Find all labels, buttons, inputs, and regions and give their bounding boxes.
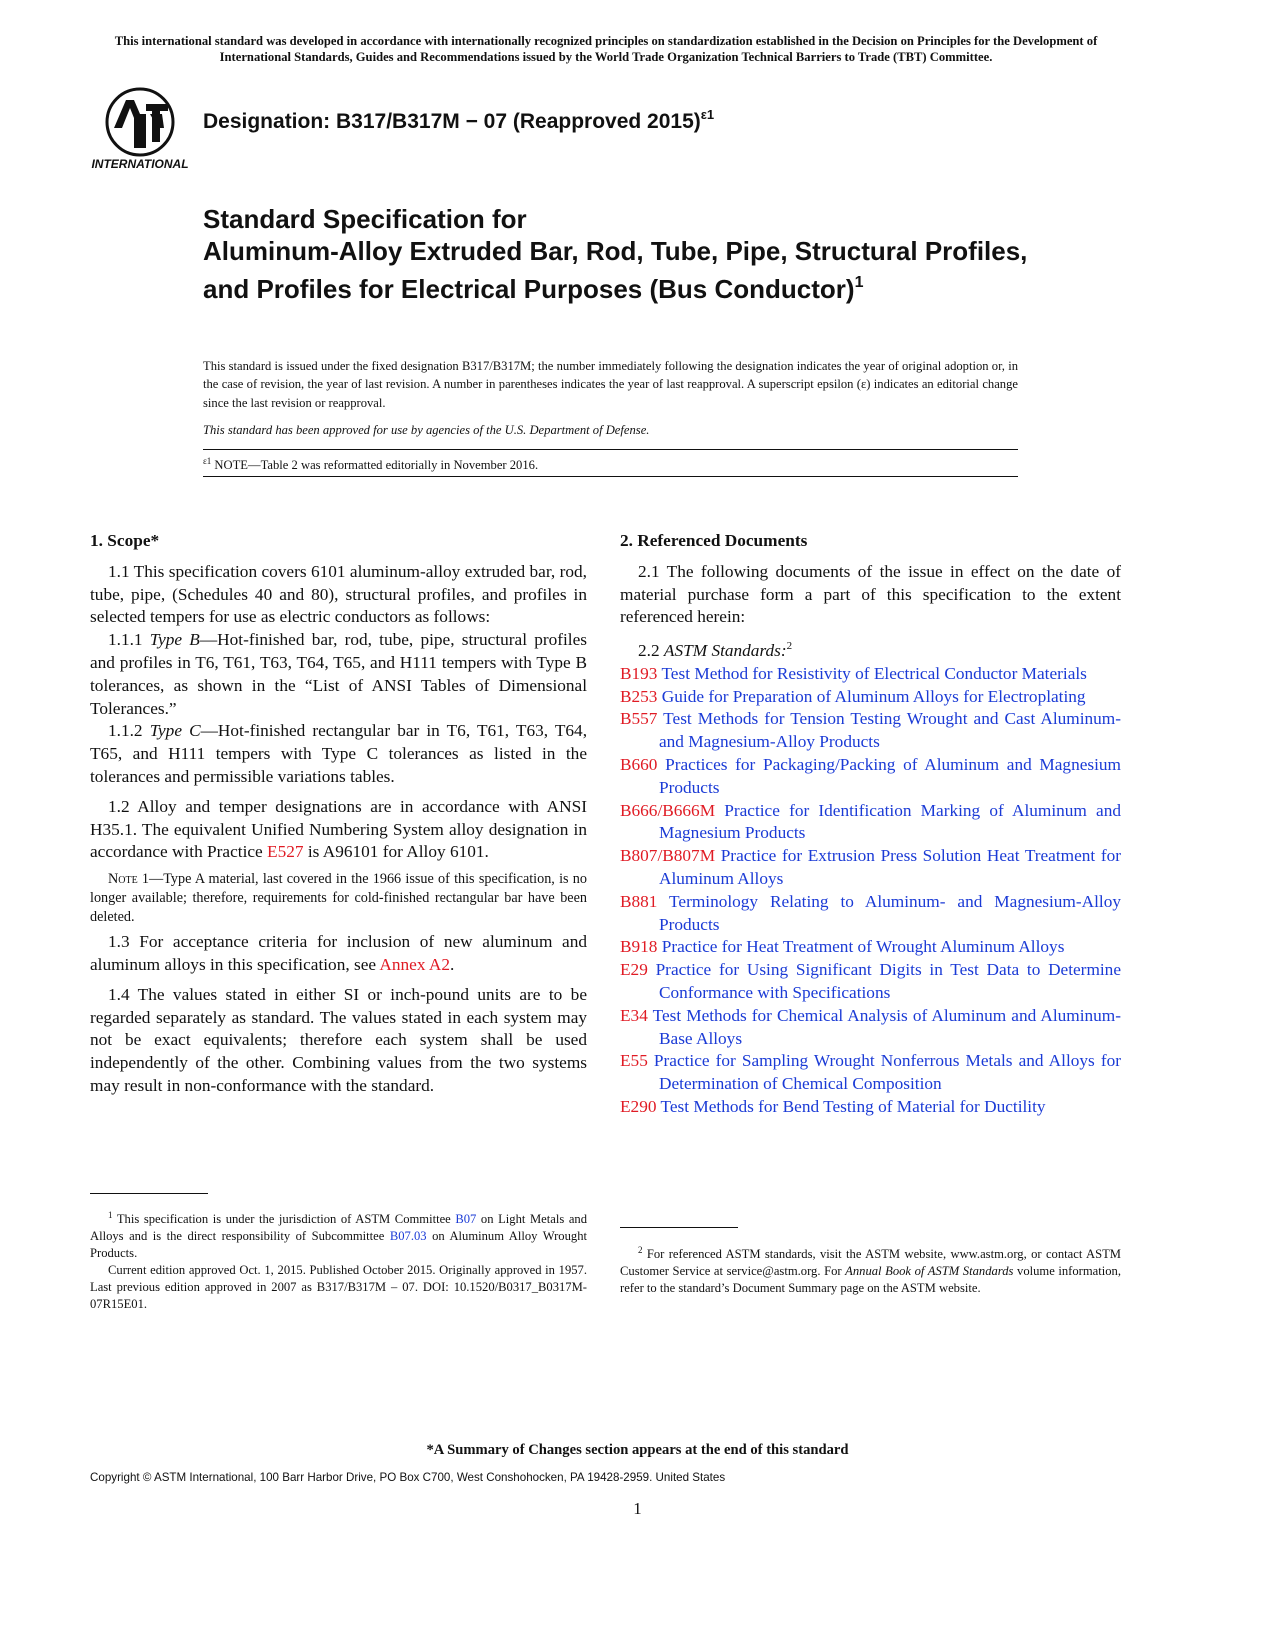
reference-code-link[interactable]: E290	[620, 1096, 657, 1116]
footnote-text: volume information, refer to the standard’s Document Summary page on the ASTM website.	[620, 1264, 1121, 1296]
paragraph-1-4: 1.4 The values stated in either SI or inch-pound units are to be regarded separately as standard. The values stated in each system may not be exact equivalents; therefore each system shall be used independently of the other. Combining values from the two systems may result in non-conformance with the standard.	[90, 984, 587, 1095]
reference-code-link[interactable]: B666/B666M	[620, 800, 716, 820]
footnote-mark: 1	[108, 1210, 113, 1220]
astm-standards-label: ASTM Standards:	[663, 640, 787, 660]
reference-title-link[interactable]: Test Methods for Bend Testing of Material for Ductility	[656, 1096, 1046, 1116]
reference-item	[620, 1005, 1121, 1051]
reference-code-link[interactable]: B918	[620, 937, 658, 957]
type-label: Type C	[149, 721, 201, 741]
footnote-divider	[90, 1193, 208, 1194]
wto-notice: This international standard was developed in accordance with internationally recognized principles on standardization established in the Decision on Principles for the Development of International Standards, Guides and Recommendations issued by the World Trade Organization Technical Barriers to Trade (TBT) Committee.	[114, 34, 1098, 64]
reference-item	[620, 1096, 1121, 1119]
issuance-statement: This standard is issued under the fixed designation B317/B317M; the number immediately following the designation indicates the year of original adoption or, in the case of revision, the year of last revision. A number in parentheses indicates the year of last reapproval. A superscript epsilon (ε) indicates an editorial change since the last revision or reapproval.	[203, 359, 1018, 410]
paragraph-text: is A96101 for Alloy 6101.	[303, 842, 489, 862]
editorial-note	[203, 456, 1018, 473]
note-text: 1—Type A material, last covered in the 1966 issue of this specification, is no longer available; therefore, requirements for cold-finished rectangular bar have been deleted.	[90, 871, 587, 926]
footnote-1-text	[90, 1207, 587, 1262]
title-main	[203, 236, 1033, 306]
reference-item	[620, 1050, 1121, 1096]
paragraph-number: 1.1.2	[108, 721, 150, 741]
reference-code-link[interactable]: E34	[620, 1005, 648, 1025]
reference-title-link[interactable]: Practice for Using Significant Digits in Test Data to Determine Conformance with Specifications	[647, 960, 1121, 1002]
designation-text: Designation: B317/B317M − 07 (Reapproved 2015)	[203, 110, 701, 133]
scope-section	[90, 530, 587, 1098]
reference-item	[620, 708, 1121, 754]
paragraph-2-2	[620, 635, 1121, 663]
referenced-heading: 2. Referenced Documents	[620, 531, 808, 550]
footnote-text: For referenced ASTM standards, visit the ASTM website, www.astm.org, or contact ASTM Customer Service at service@astm.org. For	[620, 1247, 1121, 1279]
document-title	[203, 204, 1033, 306]
paragraph-1-2	[90, 796, 587, 864]
referenced-documents-section	[620, 530, 1121, 1119]
note-1	[90, 870, 587, 927]
reference-title-link[interactable]: Practice for Identification Marking of Aluminum and Magnesium Products	[659, 800, 1121, 843]
footnote-mark: 2	[638, 1245, 643, 1255]
reference-item	[620, 959, 1121, 1005]
scope-heading: 1. Scope*	[90, 531, 160, 550]
footnote-text: This specification is under the jurisdiction of ASTM Committee	[112, 1212, 456, 1227]
reference-list	[620, 663, 1121, 1119]
designation	[203, 107, 714, 134]
editorial-mark: ε1	[203, 456, 212, 466]
reference-item	[620, 845, 1121, 891]
paragraph-text: —Hot-finished rectangular bar in T6, T61, T63, T64, T65, and H111 tempers with Type C tolerances as listed in the tolerances and permissible variations tables.	[90, 721, 588, 786]
reference-item	[620, 891, 1121, 937]
logo-text: INTERNATIONAL	[91, 157, 189, 171]
reference-item	[620, 663, 1121, 686]
paragraph-text: —Hot-finished bar, rod, tube, pipe, structural profiles and profiles in T6, T61, T63, T64, T65, and H111 tempers with Type B tolerances, as shown in the “List of ANSI Tables of Dimensional Tolerances.”	[90, 630, 587, 718]
paragraph-text: 1.2 Alloy and temper designations are in accordance with ANSI H35.1. The equivalent Unified Numbering System alloy designation in accordance with Practice	[90, 796, 587, 862]
title-line1: Standard Specification for	[203, 204, 527, 234]
type-label: Type B	[149, 630, 200, 650]
reference-title-link[interactable]: Test Methods for Tension Testing Wrought and Cast Aluminum- and Magnesium-Alloy Products	[657, 709, 1121, 752]
divider	[203, 449, 1018, 450]
paragraph-1-1-1	[90, 629, 587, 720]
reference-item	[620, 800, 1121, 846]
paragraph-1-1-2	[90, 720, 587, 788]
reference-title-link[interactable]: Practice for Heat Treatment of Wrought Aluminum Alloys	[657, 937, 1065, 957]
paragraph-number: 1.1.1	[108, 630, 150, 650]
copyright: Copyright © ASTM International, 100 Barr Harbor Drive, PO Box C700, West Conshohocken, PA 19428-2959. United States	[90, 1471, 726, 1484]
note-label: Note	[108, 871, 138, 888]
reference-title-link[interactable]: Practice for Sampling Wrought Nonferrous Metals and Alloys for Determination of Chemical Composition	[647, 1051, 1121, 1094]
footnote-1	[90, 1207, 587, 1313]
reference-code-link[interactable]: B660	[620, 754, 658, 774]
footnote-text: on Aluminum Alloy Wrought Products.	[90, 1229, 587, 1261]
reference-code-link[interactable]: E55	[620, 1051, 648, 1071]
footnote-mark: 2	[786, 640, 793, 653]
footnote-text: on Light Metals and Alloys and is the direct responsibility of Subcommittee	[90, 1212, 588, 1244]
link-annex-a2[interactable]: Annex A2	[379, 954, 450, 974]
reference-title-link[interactable]: Test Method for Resistivity of Electrical Conductor Materials	[657, 663, 1087, 683]
dod-approval: This standard has been approved for use by agencies of the U.S. Department of Defense.	[203, 423, 650, 437]
reference-item	[620, 754, 1121, 800]
annual-book-title: Annual Book of ASTM Standards	[845, 1264, 1014, 1279]
editorial-note-text: NOTE—Table 2 was reformatted editorially in November 2016.	[211, 458, 539, 473]
page-number: 1	[633, 1499, 642, 1518]
reference-code-link[interactable]: B193	[620, 663, 658, 683]
summary-notice: *A Summary of Changes section appears at the end of this standard	[426, 1442, 849, 1458]
title-main-text: Aluminum-Alloy Extruded Bar, Rod, Tube, Pipe, Structural Profiles, and Profiles for Electrical Purposes (Bus Conductor)	[203, 235, 1028, 304]
reference-title-link[interactable]: Terminology Relating to Aluminum- and Magnesium-Alloy Products	[657, 891, 1121, 934]
paragraph-text: .	[449, 954, 455, 974]
reference-code-link[interactable]: B253	[620, 686, 658, 706]
paragraph-1-1: 1.1 This specification covers 6101 aluminum-alloy extruded bar, rod, tube, pipe, (Schedules 40 and 80), structural profiles, and profiles in selected tempers for use as electric conductors as follows:	[90, 561, 587, 627]
reference-code-link[interactable]: B881	[620, 891, 658, 911]
reference-title-link[interactable]: Practice for Extrusion Press Solution Heat Treatment for Aluminum Alloys	[659, 846, 1121, 888]
link-e527[interactable]: E527	[267, 842, 304, 862]
footnote-2	[620, 1242, 1121, 1297]
paragraph-1-3	[90, 931, 587, 977]
reference-title-link[interactable]: Test Methods for Chemical Analysis of Aluminum and Aluminum-Base Alloys	[647, 1005, 1121, 1048]
paragraph-2-1: 2.1 The following documents of the issue in effect on the date of material purchase form a part of this specification to the extent referenced herein:	[620, 561, 1121, 627]
reference-item	[620, 936, 1121, 959]
edition-note: Current edition approved Oct. 1, 2015. Published October 2015. Originally approved in 1957. Last previous edition approved in 2007 as B317/B317M – 07. DOI: 10.1520/B0317_B0317M-07R15E01.	[90, 1263, 587, 1312]
link-subcommittee-b07-03[interactable]: B07.03	[389, 1229, 427, 1244]
reference-code-link[interactable]: B807/B807M	[620, 846, 716, 866]
footnote-2-text	[620, 1242, 1121, 1297]
paragraph-number: 2.2	[638, 640, 664, 660]
title-footnote-mark: 1	[854, 274, 864, 291]
divider	[203, 476, 1018, 477]
reference-title-link[interactable]: Practices for Packaging/Packing of Aluminum and Magnesium Products	[657, 754, 1121, 797]
reference-item	[620, 686, 1121, 709]
astm-logo	[90, 84, 190, 174]
reference-code-link[interactable]: E29	[620, 960, 648, 980]
reference-code-link[interactable]: B557	[620, 709, 658, 729]
designation-superscript: ε1	[700, 107, 715, 122]
reference-title-link[interactable]: Guide for Preparation of Aluminum Alloys for Electroplating	[657, 686, 1086, 706]
link-committee-b07[interactable]: B07	[455, 1212, 477, 1227]
footnote-divider	[620, 1227, 738, 1228]
paragraph-text: 1.3 For acceptance criteria for inclusion of new aluminum and aluminum alloys in this specification, see	[90, 932, 587, 974]
